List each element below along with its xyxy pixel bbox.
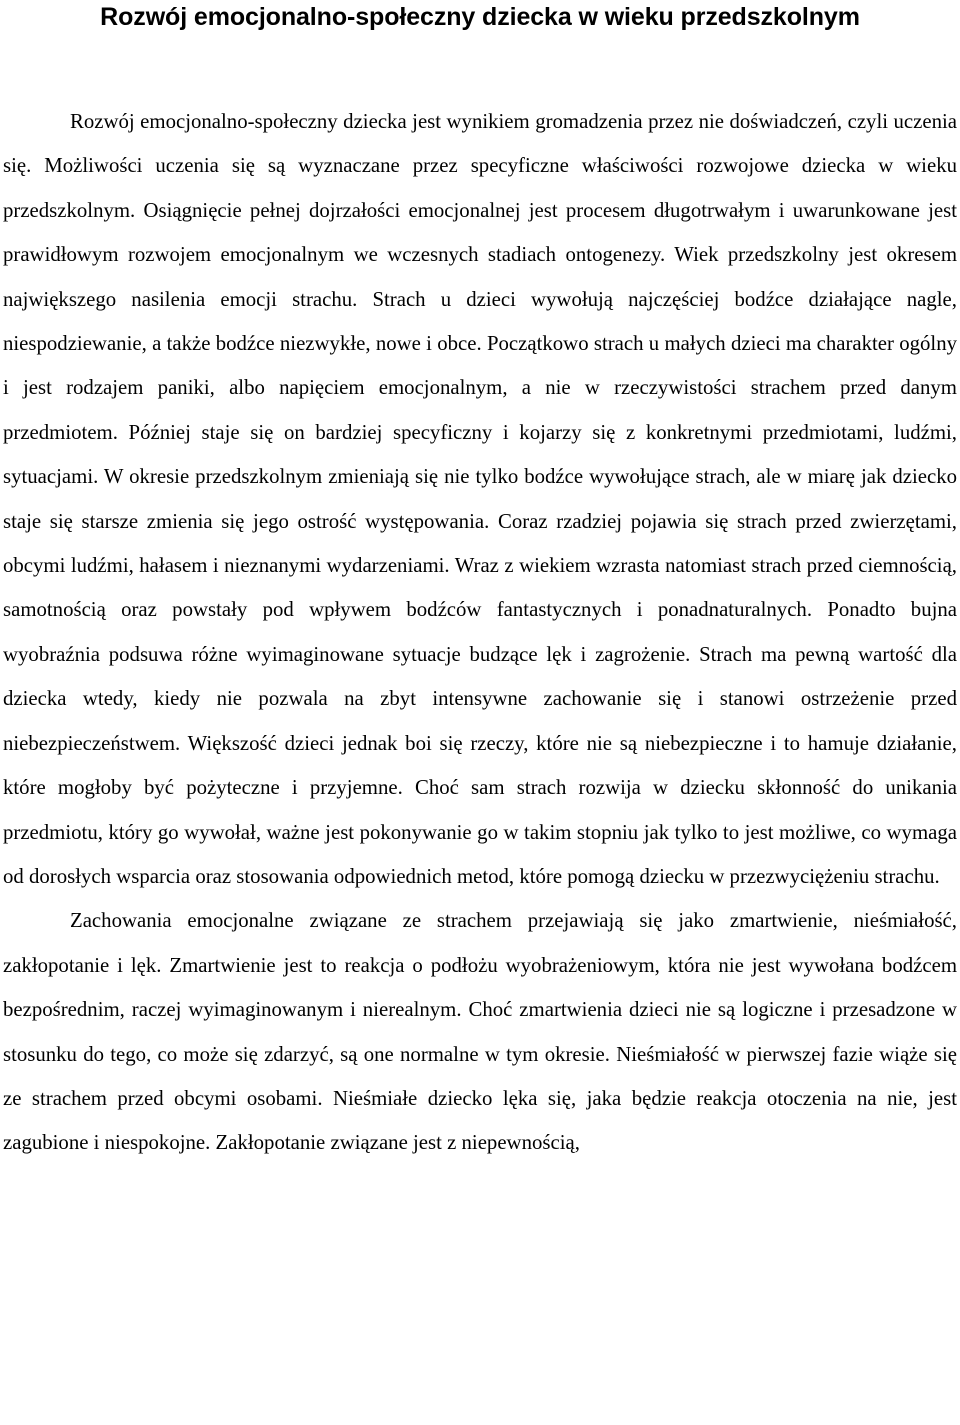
paragraph-1: Rozwój emocjonalno-społeczny dziecka jest wynikiem gromadzenia przez nie doświadczeń, czyli uczenia się. Możliwości uczenia się są wyznaczane przez specyficzne właściwości rozwojowe dziecka w wieku przedszkolnym. Osiągnięcie pełnej dojrzałości emocjonalnej jest procesem długotrwałym i uwarunkowane jest prawidłowym rozwojem emocjonalnym we wczesnych stadiach ontogenezy. Wiek przedszkolny jest okresem największego nasilenia emocji strachu. Strach u dzieci wywołują najczęściej bodźce działające nagle, niespodziewanie, a także bodźce niezwykłe, nowe i obce. Początkowo strach u małych dzieci ma charakter ogólny i jest rodzajem paniki, albo napięciem emocjonalnym, a nie w rzeczywistości strachem przed danym przedmiotem. Później staje się on bardziej specyficzny i kojarzy się z konkretnymi przedmiotami, ludźmi, sytuacjami. W okresie przedszkolnym zmieniają się nie tylko bodźce wywołujące strach, ale w miarę jak dziecko staje się starsze zmienia się jego ostrość występowania. Coraz rzadziej pojawia się strach przed zwierzętami, obcymi ludźmi, hałasem i nieznanymi wydarzeniami. Wraz z wiekiem wzrasta natomiast strach przed ciemnością, samotnością oraz powstały pod wpływem bodźców fantastycznych i ponadnaturalnych. Ponadto bujna wyobraźnia podsuwa różne wyimaginowane sytuacje budzące lęk i zagrożenie. Strach ma pewną wartość dla dziecka wtedy, kiedy nie pozwala na zbyt intensywne zachowanie się i stanowi ostrzeżenie przed niebezpieczeństwem. Większość dzieci jednak boi się rzeczy, które nie są niebezpieczne i to hamuje działanie, które mogłoby być pożyteczne i przyjemne. Choć sam strach rozwija w dziecku skłonność do unikania przedmiotu, który go wywołał, ważne jest pokonywanie go w takim stopniu jak tylko to jest możliwe, co wymaga od dorosłych wsparcia oraz stosowania odpowiednich metod, które pomogą dziecku w przezwyciężeniu strachu. [3,110,957,888]
document-title: Rozwój emocjonalno-społeczny dziecka w wieku przedszkolnym [100,3,860,31]
paragraph-2: Zachowania emocjonalne związane ze strachem przejawiają się jako zmartwienie, nieśmiałość, zakłopotanie i lęk. Zmartwienie jest to reakcja o podłożu wyobrażeniowym, która nie jest wywołana bodźcem bezpośrednim, raczej wyimaginowanym i nierealnym. Choć zmartwienia dzieci nie są logiczne i przesadzone w stosunku do tego, co może się zdarzyć, są one normalne w tym okresie. Nieśmiałość w pierwszej fazie wiąże się ze strachem przed obcymi osobami. Nieśmiałe dziecko lęka się, jaka będzie reakcja otoczenia na nie, jest zagubione i niespokojne. Zakłopotanie związane jest z niepewnością, [3,909,957,1155]
